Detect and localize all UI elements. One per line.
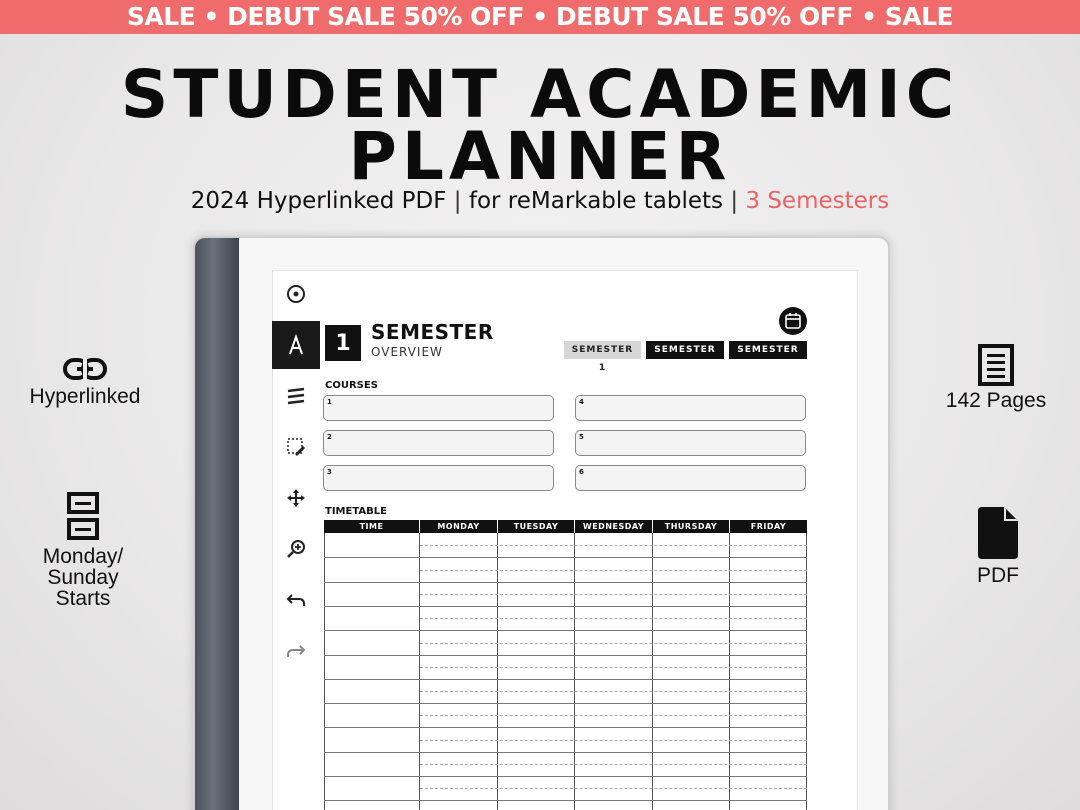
grid-half-line <box>420 545 807 546</box>
grid-divider <box>729 533 730 810</box>
grid-row-line <box>324 655 807 656</box>
grid-row-line <box>324 776 807 777</box>
course-field[interactable] <box>575 395 806 421</box>
timetable-col-friday: FRIDAY <box>730 520 807 533</box>
course-number: 1 <box>327 398 332 406</box>
feature-starts-line1: Monday/ <box>42 545 124 568</box>
course-number: 6 <box>579 468 584 476</box>
grid-half-line <box>420 618 807 619</box>
feature-hyperlinked <box>10 356 160 407</box>
semester-number: 1 <box>325 325 361 361</box>
zoom-tool-button[interactable] <box>272 525 320 573</box>
redo-button[interactable] <box>272 627 320 675</box>
page-title-line2: PLANNER <box>348 118 732 195</box>
semester-subtitle: OVERVIEW <box>371 345 443 359</box>
tablet-spine <box>195 238 239 810</box>
grid-row-line <box>324 630 807 631</box>
grid-half-line <box>420 764 807 765</box>
pen-tool-button[interactable] <box>272 321 320 369</box>
timetable-col-time: TIME <box>324 520 419 533</box>
feature-pdf <box>923 505 1073 586</box>
document-lines-icon <box>978 344 1014 386</box>
subtitle-main: 2024 Hyperlinked PDF <box>190 188 447 214</box>
course-number: 5 <box>579 433 584 441</box>
feature-pages-label: 142 Pages <box>945 389 1047 412</box>
grid-half-line <box>420 715 807 716</box>
feature-starts-line2: Sunday <box>47 566 119 589</box>
menu-button[interactable] <box>272 270 320 318</box>
course-field[interactable] <box>323 465 554 491</box>
feature-pdf-label: PDF <box>977 564 1019 587</box>
timetable-grid[interactable] <box>324 533 807 810</box>
grid-divider <box>497 533 498 810</box>
tablet-toolbar <box>272 270 320 690</box>
grid-divider <box>419 533 420 810</box>
feature-starts-line3: Starts <box>55 587 111 610</box>
zoom-icon <box>286 539 306 559</box>
link-icon <box>63 356 107 382</box>
redo-icon <box>286 643 306 659</box>
subtitle <box>0 188 1080 214</box>
grid-row-line <box>324 582 807 583</box>
timetable-col-monday: MONDAY <box>420 520 497 533</box>
grid-row-line <box>324 557 807 558</box>
courses-label: COURSES <box>325 380 378 391</box>
grid-divider <box>574 533 575 810</box>
subtitle-separator-2: | <box>730 188 739 214</box>
feature-hyperlinked-label: Hyperlinked <box>29 385 141 408</box>
grid-half-line <box>420 570 807 571</box>
grid-row-line <box>324 679 807 680</box>
course-field[interactable] <box>575 430 806 456</box>
grid-row-line <box>324 703 807 704</box>
selection-tool-button[interactable] <box>272 423 320 471</box>
timetable-col-tuesday: TUESDAY <box>498 520 574 533</box>
calendar-button[interactable] <box>779 307 807 335</box>
menu-circle-icon <box>286 284 306 304</box>
undo-icon <box>286 592 306 608</box>
grid-row-line <box>324 800 807 801</box>
lines-tool-button[interactable] <box>272 372 320 420</box>
tab-semester-3[interactable]: SEMESTER 3 <box>729 341 807 359</box>
subtitle-mid: for reMarkable tablets <box>468 188 723 214</box>
grid-half-line <box>420 643 807 644</box>
grid-half-line <box>420 691 807 692</box>
move-icon <box>286 488 306 508</box>
feature-starts <box>8 490 158 609</box>
grid-row-line <box>324 606 807 607</box>
timetable-label: TIMETABLE <box>325 506 387 517</box>
lines-icon <box>286 387 306 405</box>
file-icon <box>976 505 1020 561</box>
feature-pages <box>921 344 1071 411</box>
move-tool-button[interactable] <box>272 474 320 522</box>
course-field[interactable] <box>575 465 806 491</box>
pen-icon <box>286 334 306 356</box>
selection-icon <box>286 437 306 457</box>
calendar-icon <box>784 312 802 330</box>
sale-banner: SALE • DEBUT SALE 50% OFF • DEBUT SALE 50% OFF • SALE <box>0 0 1080 34</box>
grid-half-line <box>420 667 807 668</box>
grid-row-line <box>324 752 807 753</box>
calendar-layout-icon <box>65 490 101 542</box>
semester-title: SEMESTER <box>371 320 494 344</box>
grid-half-line <box>420 740 807 741</box>
course-field[interactable] <box>323 430 554 456</box>
course-number: 4 <box>579 398 584 406</box>
undo-button[interactable] <box>272 576 320 624</box>
course-number: 2 <box>327 433 332 441</box>
page-title-line1: STUDENT ACADEMIC <box>120 56 960 133</box>
subtitle-separator: | <box>453 188 462 214</box>
course-number: 3 <box>327 468 332 476</box>
grid-half-line <box>420 594 807 595</box>
course-field[interactable] <box>323 395 554 421</box>
timetable-col-wednesday: WEDNESDAY <box>575 520 652 533</box>
tab-semester-1[interactable]: SEMESTER 1 <box>564 341 641 359</box>
timetable-col-thursday: THURSDAY <box>653 520 729 533</box>
grid-row-line <box>324 727 807 728</box>
grid-divider <box>652 533 653 810</box>
tab-semester-2[interactable]: SEMESTER 2 <box>646 341 724 359</box>
subtitle-accent: 3 Semesters <box>745 188 890 214</box>
grid-half-line <box>420 788 807 789</box>
